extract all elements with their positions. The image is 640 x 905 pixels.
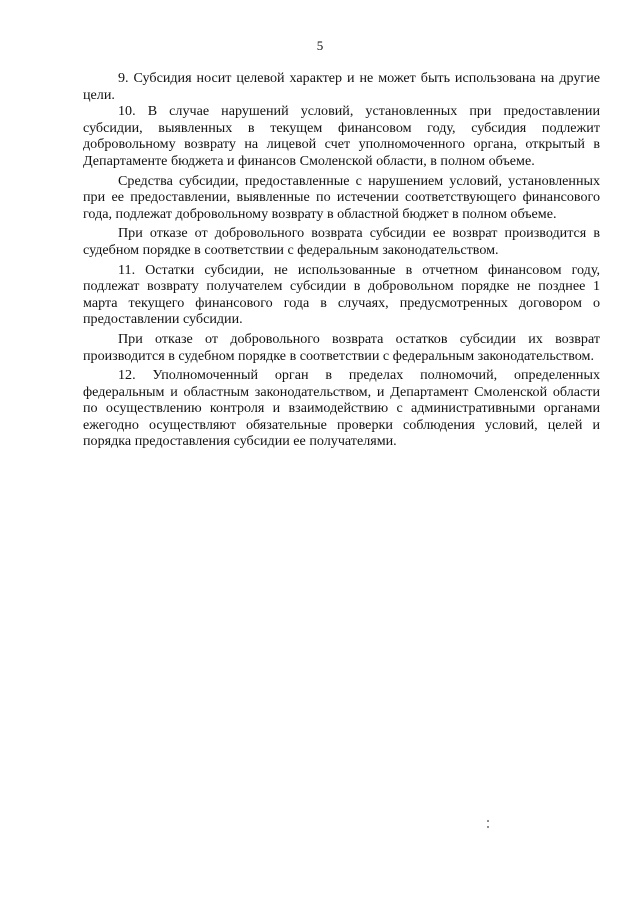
scan-speck — [487, 826, 489, 828]
paragraph-10-refusal: При отказе от добровольного возврата субсидии ее возврат производится в судебном порядке в соответствии с федеральным законодательством. — [83, 225, 600, 258]
page-number: 5 — [316, 38, 324, 53]
paragraph-11: 11. Остатки субсидии, не использованные в отчетном финансовом году, подлежат возврату получателем субсидии в добровольном порядке не позднее 1 марта текущего финансового года в случаях, предусмотренных договором о предоставлении субсидии. — [83, 261, 600, 328]
scan-speck — [487, 820, 489, 822]
paragraph-10: 10. В случае нарушений условий, установленных при предоставлении субсидии, выявленных в текущем финансовом году, субсидия подлежит добровольному возврату на лицевой счет уполномоченного органа, открытый в Департаменте бюджета и финансов Смоленской области, в полном объеме. — [83, 103, 600, 169]
paragraph-12: 12. Уполномоченный орган в пределах полномочий, определенных федеральным и областным законодательством, и Департамент Смоленской области по осуществлению контроля и взаимодействию с административными органами ежегодно осуществляют обязательные проверки соблюдения условий, целей и порядка предоставления субсидии ее получателями. — [83, 367, 600, 450]
paragraph-10-funds-violation: Средства субсидии, предоставленные с нарушением условий, установленных при ее предоставлении, выявленные по истечении соответствующего финансового года, подлежат добровольному возврату в областной бюджет в полном объеме. — [83, 172, 600, 222]
paragraph-9: 9. Субсидия носит целевой характер и не может быть использована на другие цели. — [83, 70, 600, 103]
paragraph-11-refusal: При отказе от добровольного возврата остатков субсидии их возврат производится в судебном порядке в соответствии с федеральным законодательством. — [83, 330, 600, 364]
document-body — [83, 70, 600, 450]
